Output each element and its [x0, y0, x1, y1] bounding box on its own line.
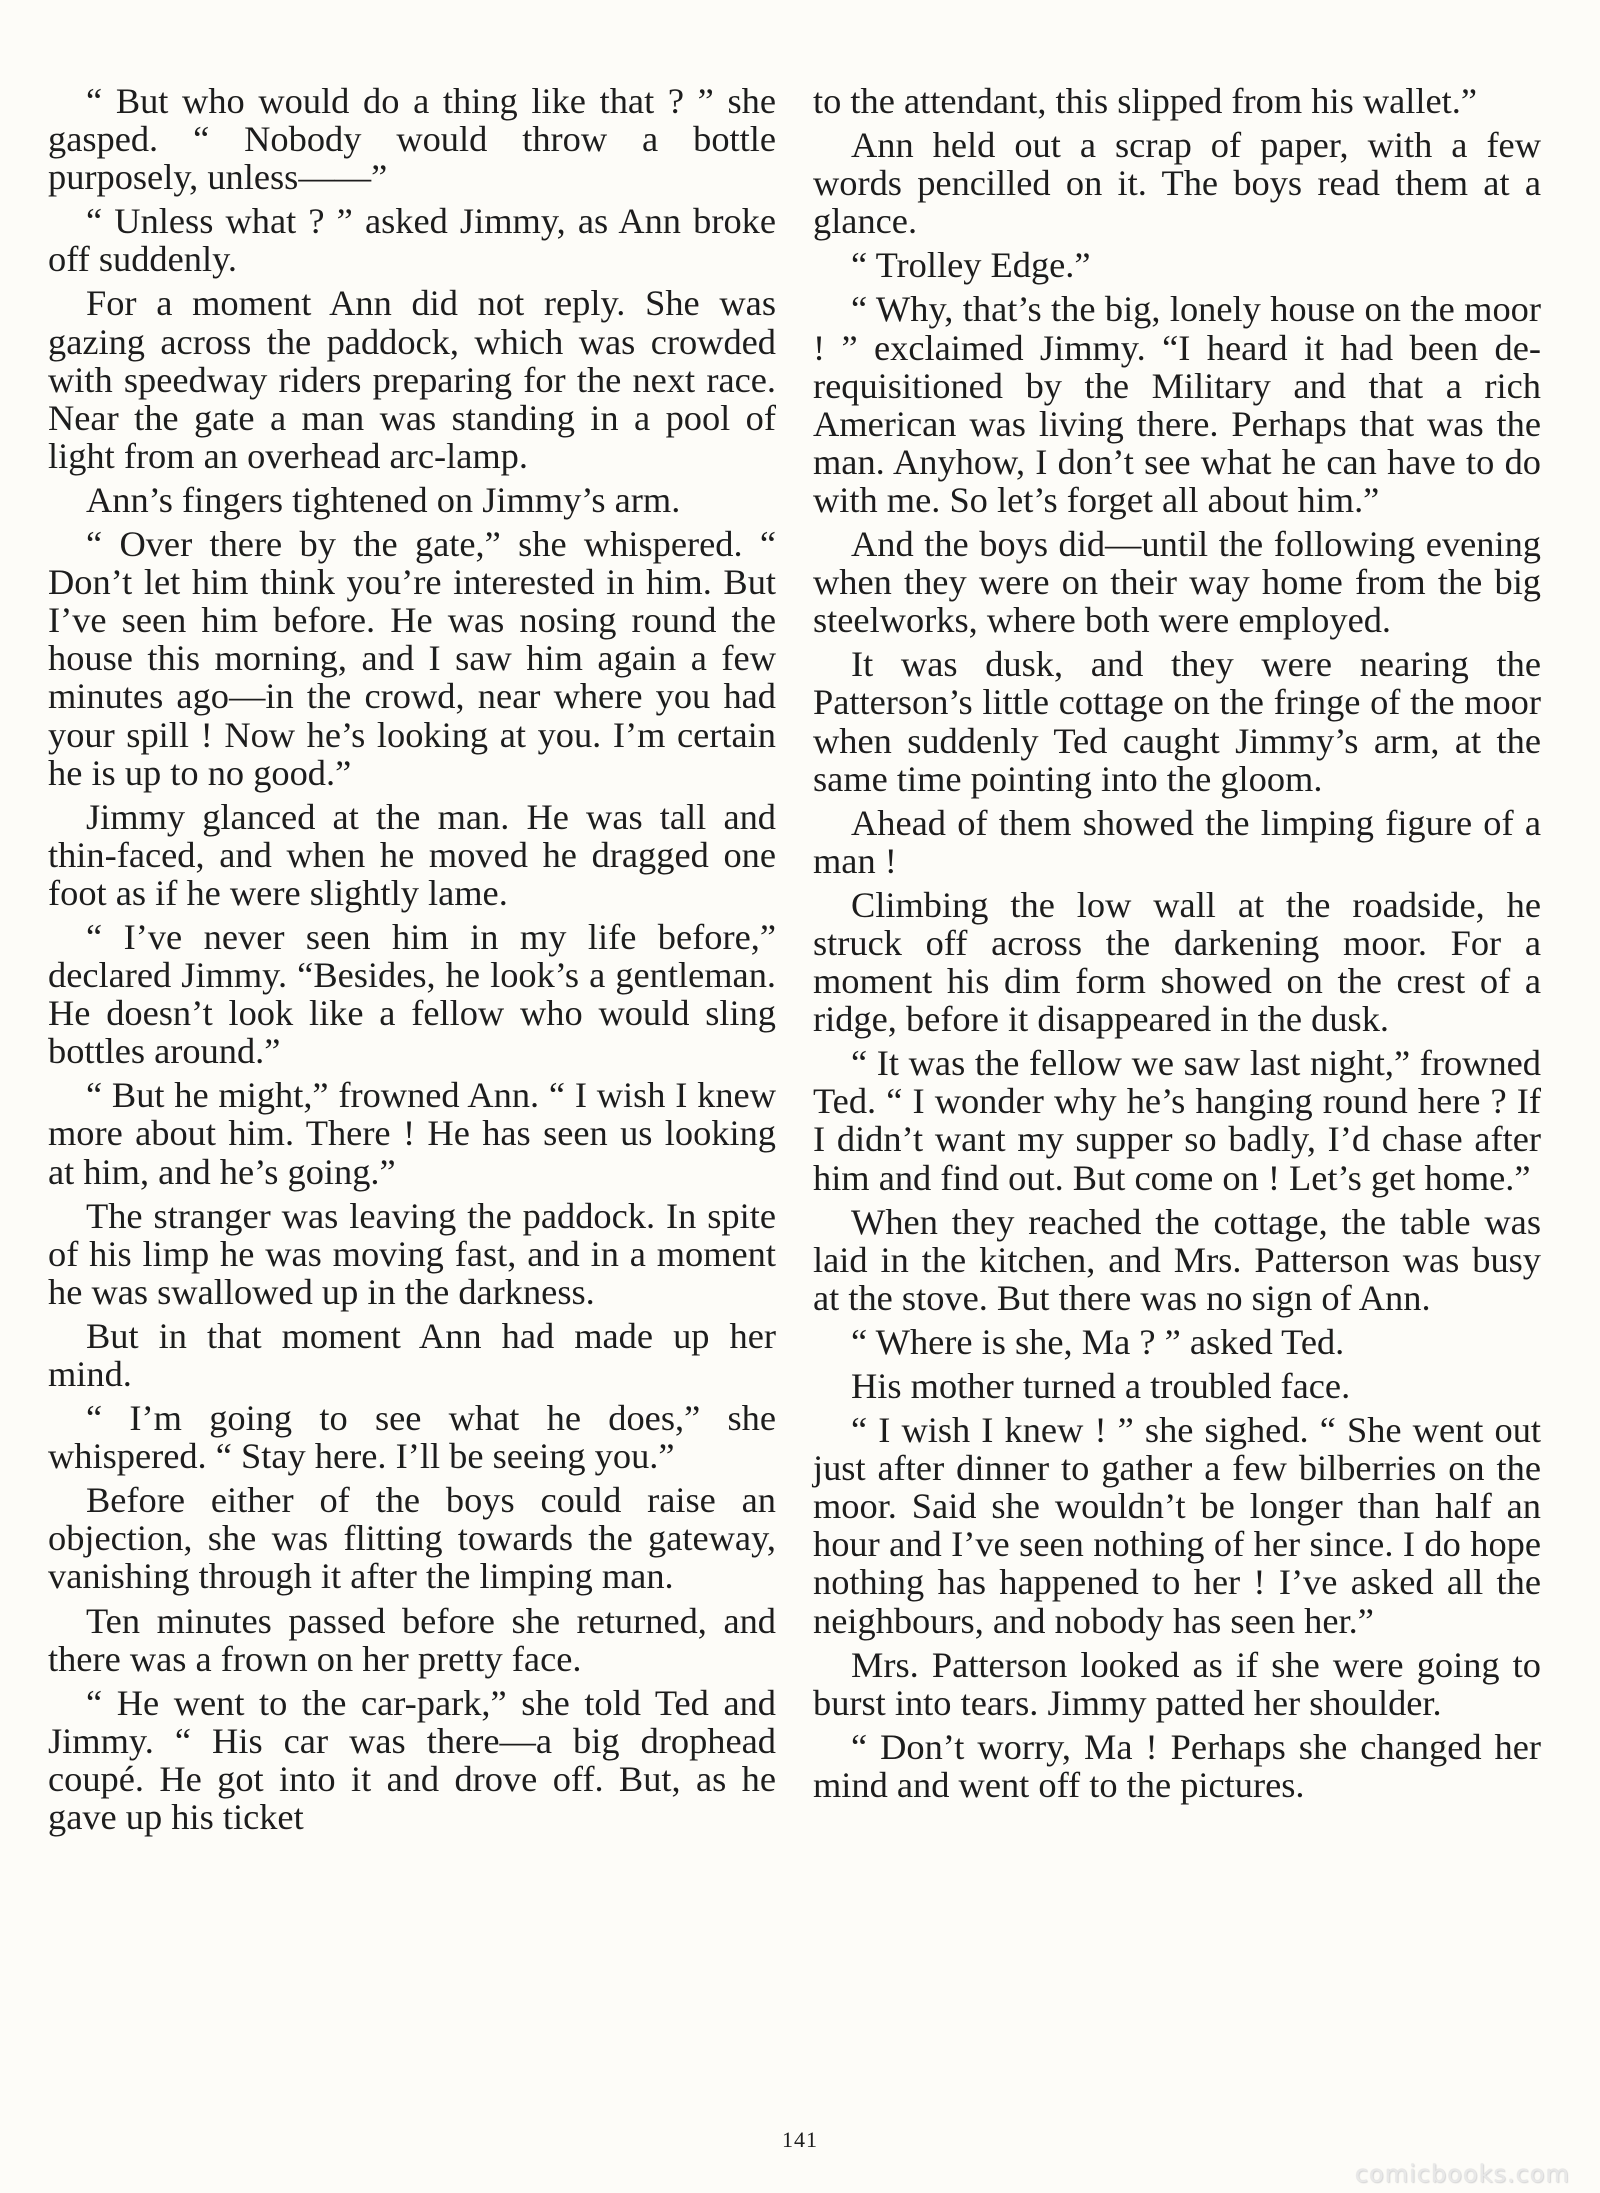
paragraph: But in that moment Ann had made up her mind.	[48, 1315, 776, 1394]
paragraph: “ He went to the car-park,” she told Ted and Jimmy. “ His car was there—a big drophead coupé. He got into it and drove off. But, as he gave up his ticket	[48, 1682, 776, 1838]
paragraph: When they reached the cottage, the table was laid in the kitchen, and Mrs. Patterson was busy at the stove. But there was no sign of Ann.	[813, 1201, 1541, 1318]
paragraph: “ But he might,” frowned Ann. “ I wish I knew more about him. There ! He has seen us looking at him, and he’s going.”	[48, 1075, 776, 1192]
story-page	[48, 82, 1553, 2082]
paragraph: “ Trolley Edge.”	[851, 245, 1091, 286]
paragraph: And the boys did—until the following evening when they were on their way home from the big steelworks, where both were employed.	[813, 524, 1541, 641]
paragraph: Climbing the low wall at the roadside, he struck off across the darkening moor. For a moment his dim form showed on the crest of a ridge, before it disappeared in the dusk.	[813, 884, 1541, 1040]
right-column	[813, 82, 1541, 1810]
paragraph: “ But who would do a thing like that ? ” she gasped. “ Nobody would throw a bottle purposely, unless——”	[48, 81, 776, 198]
paragraph: “ It was the fellow we saw last night,” frowned Ted. “ I wonder why he’s hanging round here ? If I didn’t want my supper so badly, I’d chase after him and find out. But come on ! Let’s get home.”	[813, 1043, 1541, 1198]
page-number: 141	[782, 2127, 818, 2152]
paragraph: to the attendant, this slipped from his wallet.”	[813, 81, 1477, 121]
paragraph: “ I’m going to see what he does,” she whispered. “ Stay here. I’ll be seeing you.”	[48, 1398, 776, 1477]
paragraph: The stranger was leaving the paddock. In spite of his limp he was moving fast, and in a moment he was swallowed up in the darkness.	[48, 1195, 776, 1312]
paragraph: “ Don’t worry, Ma ! Perhaps she changed her mind and went off to the pictures.	[813, 1726, 1541, 1805]
paragraph: “ I wish I knew ! ” she sighed. “ She went out just after dinner to gather a few bilberries on the moor. Said she wouldn’t be longer than half an hour and I’ve seen nothing of her since. I do hope nothing has happened to her ! I’ve asked all the neighbours, and nobody has seen her.”	[813, 1410, 1541, 1641]
watermark-logo: comicbooks.com	[1354, 2160, 1570, 2188]
paragraph: “ Why, that’s the big, lonely house on the moor ! ” exclaimed Jimmy. “I heard it had been de-requisitioned by the Military and that a rich American was living there. Perhaps that was the man. Anyhow, I don’t see what he can have to do with me. So let’s forget all about him.”	[813, 289, 1541, 520]
paragraph: It was dusk, and they were nearing the Patterson’s little cottage on the fringe of the moor when suddenly Ted caught Jimmy’s arm, at the same time pointing into the gloom.	[813, 644, 1541, 799]
paragraph: Ahead of them showed the limping figure of a man !	[813, 802, 1541, 881]
paragraph: “ Unless what ? ” asked Jimmy, as Ann broke off suddenly.	[48, 201, 776, 280]
paragraph: Mrs. Patterson looked as if she were going to burst into tears. Jimmy patted her shoulder.	[813, 1644, 1541, 1723]
paragraph: His mother turned a troubled face.	[851, 1366, 1351, 1406]
paragraph: Before either of the boys could raise an objection, she was flitting towards the gateway, vanishing through it after the limping man.	[48, 1480, 776, 1597]
paragraph: For a moment Ann did not reply. She was gazing across the paddock, which was crowded with speedway riders preparing for the next race. Near the gate a man was standing in a pool of light from an overhead arc-lamp.	[48, 283, 776, 476]
paragraph: Jimmy glanced at the man. He was tall and thin-faced, and when he moved he dragged one foot as if he were slightly lame.	[48, 796, 776, 913]
paragraph: Ann held out a scrap of paper, with a few words pencilled on it. The boys read them at a glance.	[813, 125, 1541, 242]
paragraph: “ I’ve never seen him in my life before,” declared Jimmy. “Besides, he look’s a gentleman. He doesn’t look like a fellow who would sling bottles around.”	[48, 916, 776, 1072]
paragraph: “ Over there by the gate,” she whispered. “ Don’t let him think you’re interested in him. But I’ve seen him before. He was nosing round the house this morning, and I saw him again a few minutes ago—in the crowd, near where you had your spill ! Now he’s looking at you. I’m certain he is up to no good.”	[48, 524, 776, 793]
paragraph: Ten minutes passed before she returned, and there was a frown on her pretty face.	[48, 1600, 776, 1679]
left-column	[48, 82, 776, 1842]
paragraph: “ Where is she, Ma ? ” asked Ted.	[851, 1321, 1345, 1362]
paragraph: Ann’s fingers tightened on Jimmy’s arm.	[86, 479, 681, 520]
